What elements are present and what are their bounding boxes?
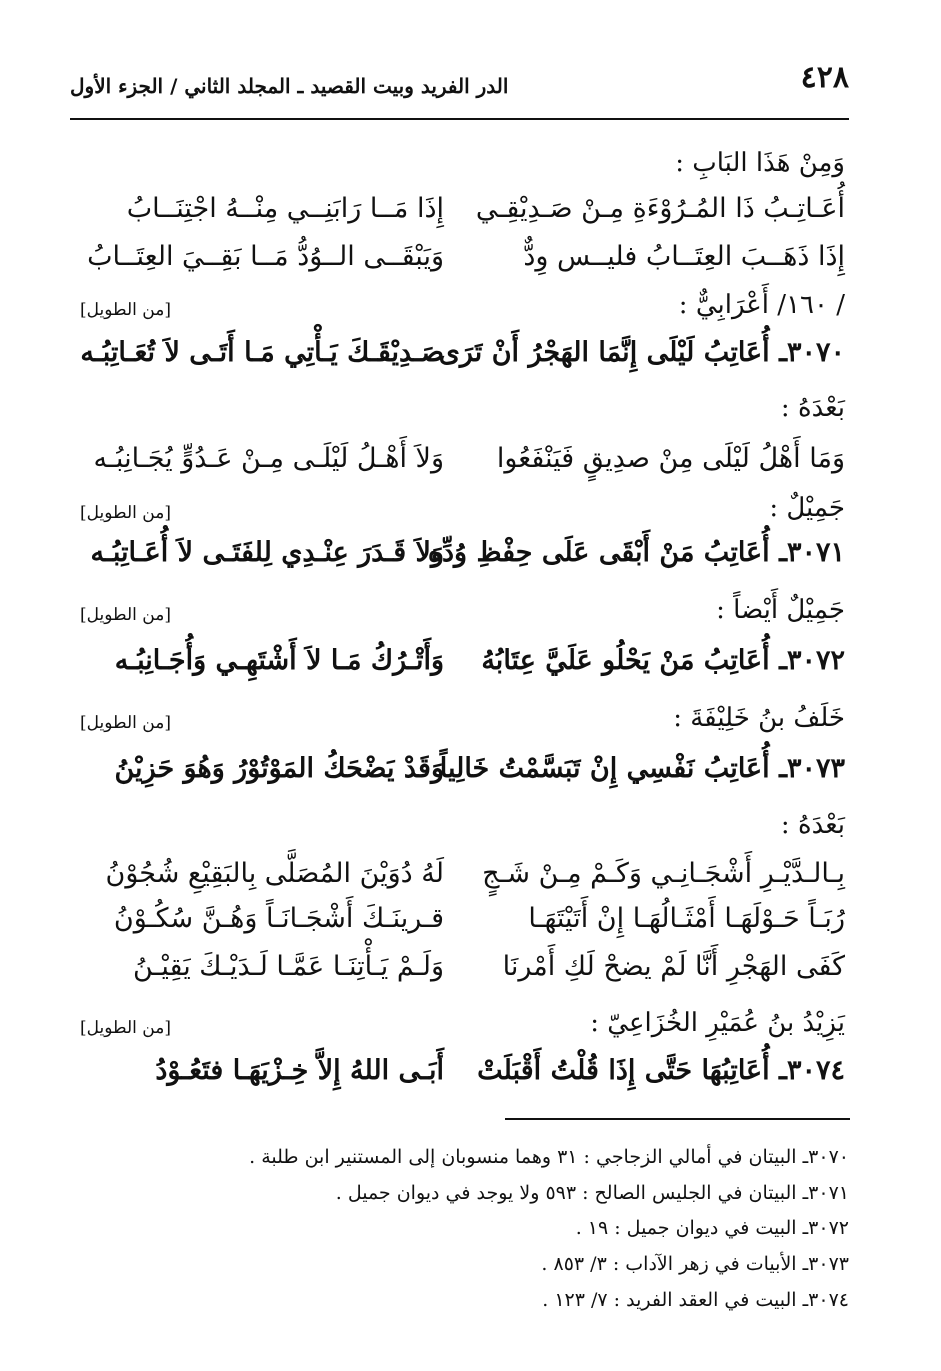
verse-second-hemistich: وَلَـمْ يَـأْتِنَـا عَمَّـا لَـدَيْـكَ يَقِيْـنُ [132,951,444,982]
verse-first-hemistich: وَمَا أَهْلُ لَيْلَى مِنْ صدِيقٍ فَيَنْفَعُوا [496,443,845,474]
meter-label: [من الطويل] [80,503,171,523]
verse-first-hemistich: رُبَـاً حَـوْلَهَـا أَمْثَـالُهَـا إِنْ أَتَيْتَهَـا [528,903,845,934]
verse-first-hemistich: أُعَـاتِـبُ ذَا المُـرُوْءَةِ مِـنْ صَـدِيْقِـي [475,193,845,224]
poet-intro: جَمِيْلٌ : [769,493,845,523]
poet-intro: بَعْدَهُ : [780,810,845,840]
poet-intro: خَلَفُ بنُ خَلِيْفَةَ : [673,703,845,733]
verse-second-hemistich: أَبَـى اللهُ إِلاَّ خِـزْيَهَـا فتَعُـوْدُ [155,1055,444,1086]
footnote-item: ٣٠٧٢ـ البيت في ديوان جميل : ١٩ . [575,1217,849,1239]
poet-intro: بَعْدَهُ : [780,393,845,423]
verse-first-hemistich: ٣٠٧١ـ أُعَاتِبُ مَنْ أَبْقَى عَلَى حِفْظِ وُدِّهِ [427,537,845,568]
meter-label: [من الطويل] [80,605,171,625]
verse-second-hemistich: وَأَتْـرُكُ مَـا لاَ أَشْتَهِـي وَأُجَـانِبُـه [114,645,444,676]
poet-intro: جَمِيْلٌ أَيْضاً : [716,595,845,625]
meter-label: [من الطويل] [80,713,171,733]
verse-first-hemistich: ٣٠٧٠ـ أُعَاتِبُ لَيْلَى إِنَّمَا الهَجْرُ أَنْ تَرَى [438,337,845,368]
header-rule [70,118,849,120]
poet-intro: وَمِنْ هَذَا البَابِ : [675,148,845,178]
verse-first-hemistich: إِذَا ذَهَــبَ العِتَــابُ فليــس وِدٌّ [523,241,845,272]
page-header [70,60,849,110]
meter-label: [من الطويل] [80,1018,171,1038]
footnote-item: ٣٠٧٣ـ الأبيات في زهر الآداب : ٣/ ٨٥٣ . [541,1253,849,1275]
footnote-item: ٣٠٧٠ـ البيتان في أمالي الزجاجي : ٣١ وهما منسوبان إلى المستنير ابن طلبة . [249,1146,849,1168]
verse-first-hemistich: ٣٠٧٤ـ أُعَاتِبُهَا حَتَّى إِذَا قُلْتُ أَقْبَلَتْ [477,1055,845,1086]
meter-label: [من الطويل] [80,300,171,320]
footnote-rule [505,1118,850,1120]
verse-first-hemistich: بِـالـدَّيْـرِ أَشْجَـانِـي وَكَـمْ مِـنْ شَـجٍ [482,858,845,889]
page-number: ٤٢٨ [800,60,849,95]
verse-first-hemistich: كَفَى الهَجْرِ أَنَّا لَمْ يضحْ لَكِ أَمْرنَا [502,951,845,982]
footnote-item: ٣٠٧١ـ البيتان في الجليس الصالح : ٥٩٣ ولا يوجد في ديوان جميل . [335,1182,849,1204]
running-title: الدر الفريد وبيت القصيد ـ المجلد الثاني / الجزء الأول [70,74,509,98]
verse-first-hemistich: ٣٠٧٢ـ أُعَاتِبُ مَنْ يَحْلُو عَلَيَّ عِتَابُهُ [481,645,845,676]
verse-second-hemistich: وَيَبْقَــى الــوُدُّ مَــا بَقِــيَ العِتَــابُ [87,241,444,272]
verse-second-hemistich: قـرينَـكَ أَشْجَـانَـاً وَهُـنَّ سُكُـوْنُ [113,903,444,934]
verse-first-hemistich: ٣٠٧٣ـ أُعَاتِبُ نَفْسِي إِنْ تَبَسَّمْتُ خَالِياً [439,753,845,784]
poet-intro: يَزِيْدُ بنُ عُمَيْرِ الخُزَاعِيّ : [590,1008,845,1038]
verse-second-hemistich: وَلاَ قَـدَرَ عِنْـدِي لِلفَتَـى لاَ أُعَـاتِبُـه [90,537,444,568]
verse-second-hemistich: إِذَا مَــا رَابَنِــي مِنْــهُ اجْتِنَــابُ [126,193,444,224]
verse-second-hemistich: وَقَدْ يَضْحَكُ المَوْتُوْرُ وَهُوَ حَزِيْنُ [114,753,444,784]
poet-intro: / ١٦٠/ أَعْرَابِيٌّ : [678,290,845,320]
verse-second-hemistich: وَلاَ أَهْـلُ لَيْلَـى مِـنْ عَـدُوٍّ يُجَـانِبُـه [93,443,444,474]
footnote-item: ٣٠٧٤ـ البيت في العقد الفريد : ٧/ ١٢٣ . [542,1289,849,1311]
verse-second-hemistich: لَهُ دُوَيْنَ المُصَلَّى بِالبَقِيْعِ شُجُوْنُ [105,858,444,889]
verse-second-hemistich: صَـدِيْقَـكَ يَـأْتِي مَـا أَتَـى لاَ تُعَـاتِبُـه [80,337,444,368]
